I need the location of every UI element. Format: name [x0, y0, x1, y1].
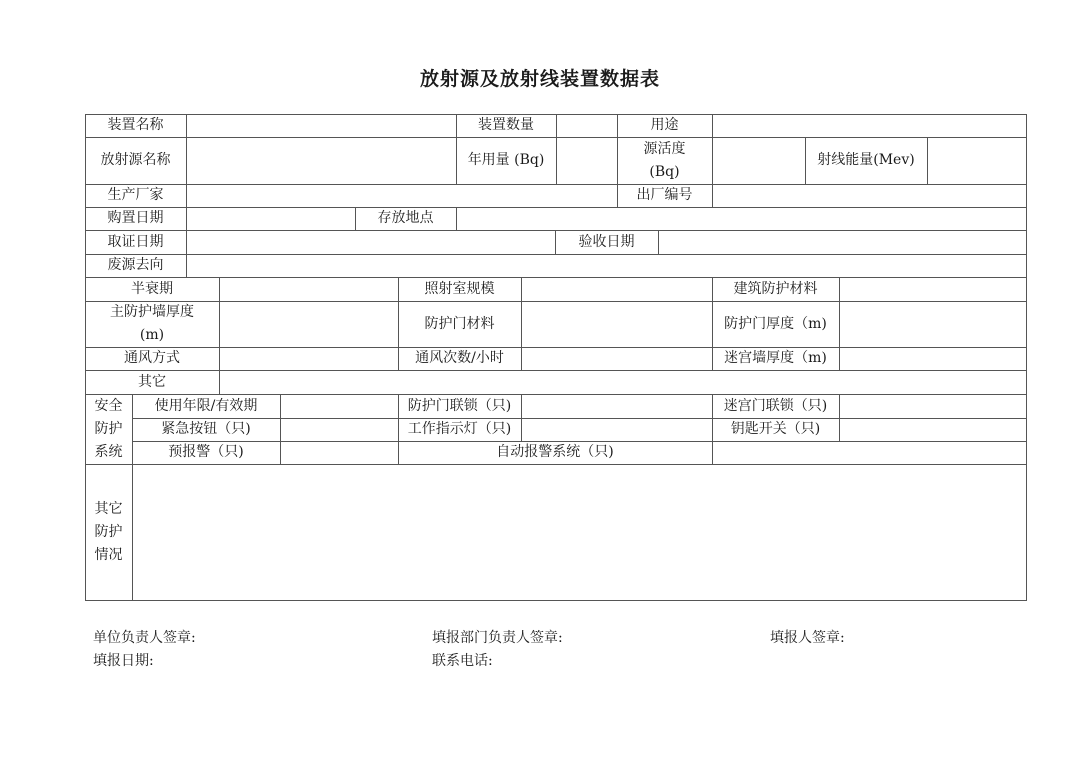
table-rule — [839, 277, 840, 370]
ventilation-method-label: 通风方式 — [124, 350, 180, 366]
emergency-button-label: 紧急按钮（只) — [161, 421, 251, 437]
protective-door-thickness-label: 防护门厚度（m) — [724, 315, 827, 332]
work-indicator-label: 工作指示灯（只) — [407, 421, 512, 437]
table-rule — [85, 301, 1027, 302]
table-rule — [132, 464, 133, 600]
service-life-label: 使用年限/有效期 — [154, 397, 258, 414]
table-rule — [219, 277, 220, 394]
storage-location-label: 存放地点 — [377, 210, 434, 226]
table-rule — [85, 347, 1027, 348]
protective-door-material-label: 防护门材料 — [424, 315, 495, 332]
other-label: 其它 — [138, 373, 166, 390]
source-activity-label-line1: 源活度 — [643, 140, 686, 157]
building-protection-material-label: 建筑防护材料 — [733, 280, 818, 297]
data-form-table — [85, 114, 1027, 601]
purchase-date-label: 购置日期 — [107, 210, 164, 226]
main-wall-thickness-label-line1: 主防护墙厚度 — [110, 304, 194, 320]
table-rule — [521, 277, 522, 370]
table-rule — [186, 114, 187, 277]
table-rule — [712, 114, 713, 207]
license-date-label: 取证日期 — [107, 233, 164, 250]
table-rule — [85, 277, 1027, 278]
device-count-label: 装置数量 — [478, 117, 534, 133]
auto-alarm-system-label: 自动报警系统（只) — [496, 444, 614, 460]
main-wall-thickness-label — [85, 301, 219, 347]
ray-energy-label: 射线能量(Mev) — [817, 152, 915, 168]
key-switch-label: 钥匙开关（只) — [730, 421, 821, 437]
other-protection-label-line3: 情况 — [94, 546, 123, 563]
annual-usage-label: 年用量 (Bq) — [467, 152, 545, 168]
fill-date-label: 填报日期: — [93, 653, 154, 669]
other-protection-label — [85, 464, 132, 600]
irradiation-room-scale-label: 照射室规模 — [424, 280, 495, 297]
table-rule — [85, 370, 1027, 371]
page-title: 放射源及放射线装置数据表 — [419, 68, 660, 90]
table-rule — [927, 137, 928, 184]
manufacturer-label: 生产厂家 — [107, 187, 164, 203]
maze-wall-thickness-label: 迷宫墙厚度（m) — [724, 350, 827, 366]
table-rule — [85, 254, 1027, 255]
pre-alarm-label: 预报警（只) — [168, 444, 244, 460]
table-rule — [658, 230, 659, 254]
source-activity-label — [617, 137, 712, 184]
unit-leader-signature-label: 单位负责人签章: — [93, 630, 196, 646]
maze-door-interlock-label: 迷宫门联锁（只) — [723, 397, 828, 414]
contact-phone-label: 联系电话: — [432, 653, 493, 669]
table-rule — [85, 464, 1027, 465]
waste-disposal-label: 废源去向 — [107, 257, 164, 273]
other-protection-label-line2: 防护 — [94, 523, 123, 540]
acceptance-date-label: 验收日期 — [578, 233, 635, 250]
usage-label: 用途 — [650, 117, 679, 133]
safety-system-label — [85, 394, 132, 464]
table-rule — [556, 114, 557, 184]
table-rule — [521, 394, 522, 441]
table-rule — [85, 207, 1027, 208]
source-activity-label-line2: (Bq) — [649, 163, 680, 180]
device-name-label: 装置名称 — [107, 117, 164, 133]
half-life-label: 半衰期 — [131, 280, 173, 297]
safety-system-label-line1: 安全 — [94, 397, 123, 414]
safety-system-label-line2: 防护 — [94, 420, 123, 437]
ventilation-per-hour-label: 通风次数/小时 — [415, 350, 504, 366]
table-rule — [85, 600, 1027, 601]
filler-signature-label: 填报人签章: — [770, 630, 845, 646]
main-wall-thickness-label-line2: (m) — [139, 327, 165, 343]
door-interlock-label: 防护门联锁（只) — [407, 397, 512, 414]
table-rule — [1026, 114, 1027, 601]
factory-number-label: 出厂编号 — [636, 187, 693, 203]
table-rule — [456, 207, 457, 230]
safety-system-label-line3: 系统 — [94, 443, 123, 460]
other-protection-label-line1: 其它 — [94, 500, 123, 517]
table-rule — [280, 394, 281, 464]
dept-leader-signature-label: 填报部门负责人签章: — [432, 630, 563, 646]
table-rule — [839, 394, 840, 441]
source-name-label: 放射源名称 — [100, 152, 171, 168]
table-rule — [85, 184, 1027, 185]
